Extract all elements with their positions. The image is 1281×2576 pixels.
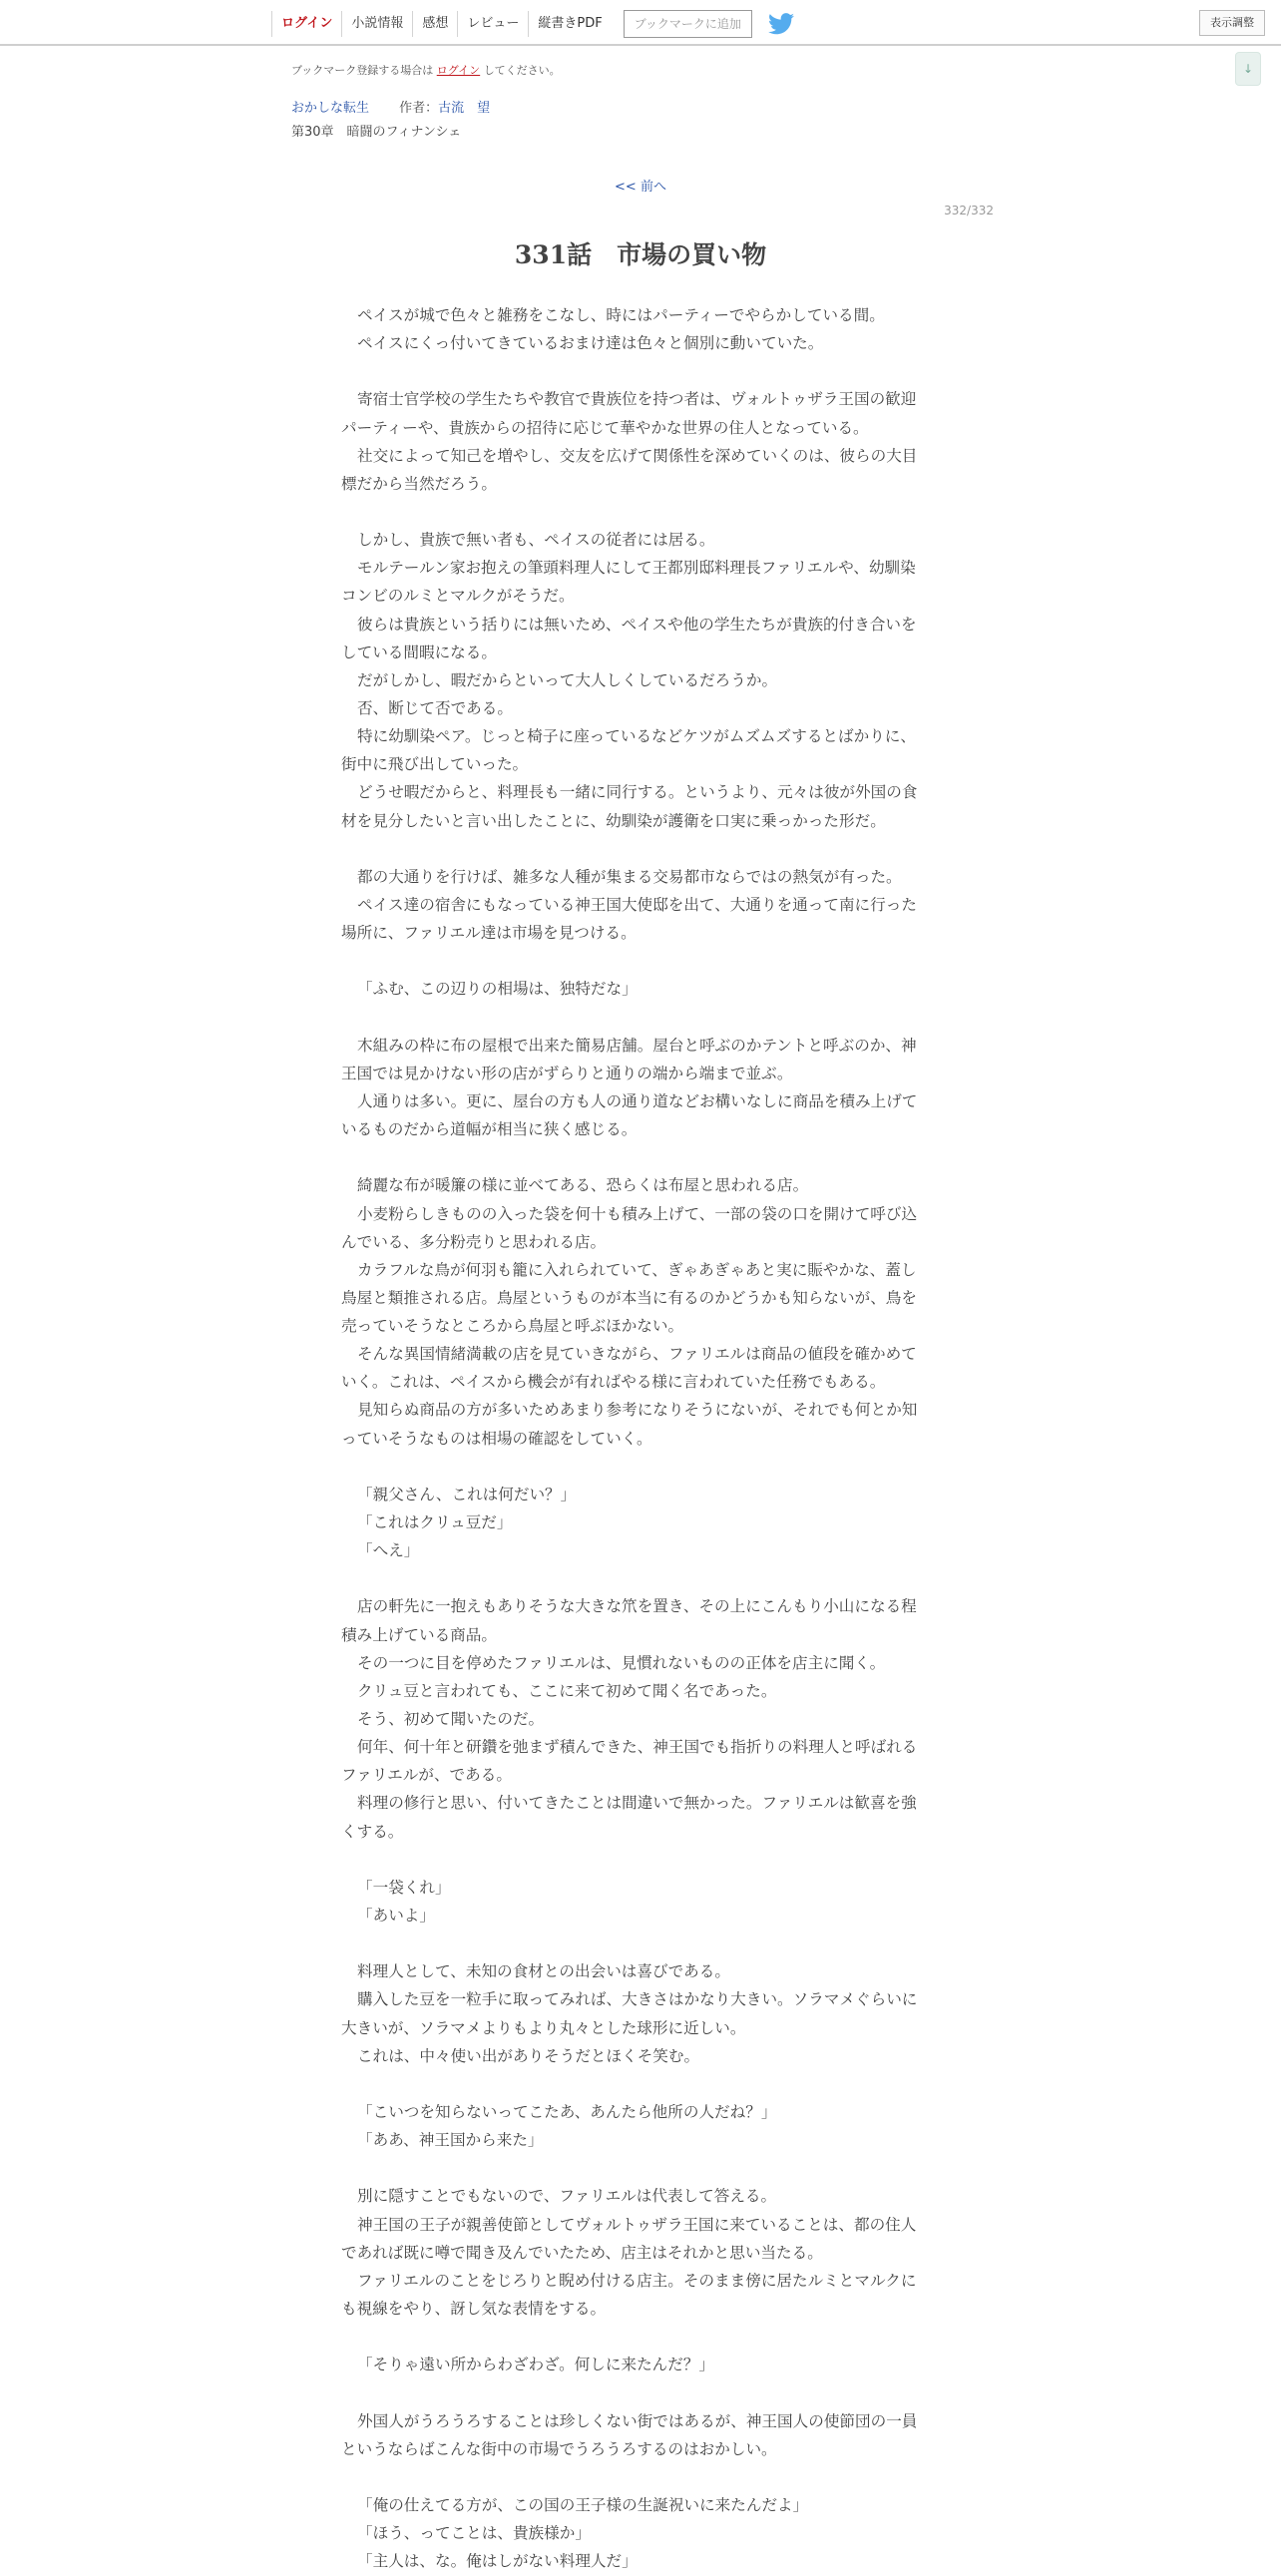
body-line: 購入した豆を一粒手に取ってみれば、大きさはかなり大きい。ソラマメぐらいに: [357, 1991, 918, 2009]
body-blank-line: [341, 836, 940, 864]
body-blank-line: [341, 948, 940, 976]
body-line: くする。: [341, 1823, 404, 1841]
prev-link-text[interactable]: << 前へ: [615, 180, 666, 195]
body-line: 材を見分したいと言い出したことに、幼馴染が護衛を口実に乗っかった形だ。: [341, 812, 886, 830]
body-line: そう、初めて聞いたのだ。: [357, 1711, 545, 1729]
body-line: 大きいが、ソラマメよりもより丸々とした球形に近しい。: [341, 2019, 746, 2037]
body-blank-line: [341, 1565, 940, 1593]
body-line: 神王国の王子が親善使節としてヴォルトゥザラ王国に来ていることは、都の住人: [357, 2216, 917, 2234]
nav-impressions[interactable]: 感想: [412, 11, 457, 37]
body-line: 「一袋くれ」: [357, 1879, 451, 1897]
body-line: 「これはクリュ豆だ」: [357, 1514, 513, 1532]
body-line: 売っていそうなところから鳥屋と呼ぶほかない。: [341, 1318, 684, 1336]
display-settings-button[interactable]: 表示調整: [1199, 10, 1265, 36]
body-line: 彼らは貴族という括りには無いため、ペイスや他の学生たちが貴族的付き合いを: [357, 616, 917, 634]
body-line: いく。これは、ペイスから機会が有ればやる様に言われていた任務でもある。: [341, 1374, 886, 1392]
body-blank-line: [341, 1454, 940, 1482]
body-line: 都の大通りを行けば、雑多な人種が集まる交易都市ならではの熱気が有った。: [357, 868, 902, 886]
body-line: 小麦粉らしきものの入った袋を何十も積み上げて、一部の袋の口を開けて呼び込: [357, 1205, 918, 1223]
body-line: 外国人がうろうろすることは珍しくない街ではあるが、神王国人の使節団の一員: [357, 2412, 918, 2430]
body-line: 「こいつを知らないってこたあ、あんたら他所の人だね？」: [357, 2104, 777, 2121]
body-line: 標だから当然だろう。: [341, 475, 497, 493]
body-line: 「親父さん、これは何だい？」: [357, 1486, 577, 1503]
scroll-down-button[interactable]: ↓: [1235, 52, 1261, 86]
body-line: ファリエルのことをじろりと睨め付ける店主。そのまま傍に居たルミとマルクに: [357, 2272, 917, 2290]
body-line: 店の軒先に一抱えもありそうな大きな笊を置き、その上にこんもり小山になる程: [357, 1598, 917, 1616]
body-line: コンビのルミとマルクがそうだ。: [341, 588, 575, 606]
body-line: 「ふむ、この辺りの相場は、独特だな」: [357, 981, 638, 999]
body-line: カラフルな鳥が何羽も籠に入れられていて、ぎゃあぎゃあと実に賑やかな、蓋し: [357, 1261, 917, 1279]
body-line: 見知らぬ商品の方が多いためあまり参考になりそうにないが、それでも何とか知: [357, 1402, 918, 1420]
body-line: 別に隠すことでもないので、ファリエルは代表して答える。: [357, 2188, 777, 2206]
body-line: 「ああ、神王国から来た」: [357, 2132, 544, 2150]
body-line: クリュ豆と言われても、ここに来て初めて聞く名であった。: [357, 1682, 777, 1700]
body-line: だがしかし、暇だからといって大人しくしているだろうか。: [357, 671, 778, 689]
body-line: モルテールン家お抱えの筆頭料理人にして王都別邸料理長ファリエルや、幼馴染: [357, 560, 916, 578]
body-blank-line: [341, 499, 940, 527]
body-blank-line: [341, 1144, 940, 1172]
body-line: これは、中々使い出がありそうだとほくそ笑む。: [357, 2047, 700, 2065]
body-blank-line: [341, 2324, 940, 2352]
body-line: 料理の修行と思い、付いてきたことは間違いで無かった。ファリエルは歓喜を強: [357, 1795, 917, 1813]
body-line: どうせ暇だからと、料理長も一緒に同行する。というより、元々は彼が外国の食: [357, 784, 918, 802]
body-blank-line: [341, 2464, 940, 2492]
body-line: 街中に飛び出していった。: [341, 756, 529, 774]
body-line: というならばこんな街中の市場でうろうろするのはおかしい。: [341, 2440, 777, 2458]
notice-login-link[interactable]: ログイン: [436, 64, 481, 77]
chapter-title: 第30章 暗闘のフィナンシェ: [291, 125, 462, 140]
body-line: しかし、貴族で無い者も、ペイスの従者には居る。: [357, 532, 715, 550]
body-line: も視線をやり、訝し気な表情をする。: [341, 2300, 607, 2318]
body-line: であれば既に噂で聞き及んでいたため、店主はそれかと思い当たる。: [341, 2244, 823, 2262]
body-blank-line: [341, 1005, 940, 1033]
body-line: ファリエルが、である。: [341, 1767, 512, 1785]
body-line: ペイスにくっ付いてきているおまけ達は色々と個別に動いていた。: [357, 335, 824, 353]
top-bar: [0, 0, 1281, 46]
body-line: 綺麗な布が暖簾の様に並べてある、恐らくは布屋と思われる店。: [357, 1177, 809, 1195]
body-line: 「主人は、な。俺はしがない料理人だ」: [357, 2553, 638, 2571]
body-line: 積み上げている商品。: [341, 1626, 497, 1644]
body-line: いるものだから道幅が相当に狭く感じる。: [341, 1121, 638, 1139]
body-blank-line: [341, 1931, 940, 1958]
body-line: その一つに目を停めたファリエルは、見慣れないものの正体を店主に聞く。: [357, 1654, 886, 1672]
episode-title: 331話 市場の買い物: [514, 240, 767, 269]
page-counter: 332/332: [944, 204, 994, 217]
notice-prefix: ブックマーク登録する場合は: [291, 64, 434, 77]
notice-suffix: してください。: [483, 64, 561, 77]
body-line: 場所に、ファリエル達は市場を見つける。: [341, 925, 637, 943]
nav-novel-info[interactable]: 小説情報: [341, 11, 412, 37]
author-label: 作者：: [399, 101, 439, 116]
body-line: 鳥屋と類推される店。鳥屋というものが本当に有るのかどうかも知らないが、鳥を: [341, 1289, 917, 1307]
body-line: 王国では見かけない形の店がずらりと通りの端から端まで並ぶ。: [341, 1065, 793, 1082]
body-line: ペイス達の宿舎にもなっている神王国大使邸を出て、大通りを通って南に行った: [357, 896, 917, 914]
body-blank-line: [341, 358, 940, 386]
global-nav: [271, 10, 794, 38]
body-blank-line: [341, 2071, 940, 2099]
body-line: 「あいよ」: [357, 1908, 435, 1926]
body-blank-line: [341, 2155, 940, 2183]
prev-episode-link: [0, 176, 1281, 195]
body-line: 「そりゃ遠い所からわざわざ。何しに来たんだ？」: [357, 2357, 715, 2374]
nav-login[interactable]: ログイン: [271, 11, 341, 37]
body-line: ペイスが城で色々と雑務をこなし、時にはパーティーでやらかしている間。: [357, 307, 885, 324]
body-line: パーティーや、貴族からの招待に応じて華やかな世界の住人となっている。: [341, 419, 869, 437]
author-link[interactable]: 古流 望: [438, 101, 491, 116]
body-line: っていそうなものは相場の確認をしていく。: [341, 1430, 652, 1448]
body-line: 否、断じて否である。: [357, 699, 513, 717]
body-blank-line: [341, 2379, 940, 2407]
novel-body: [341, 302, 940, 2576]
body-line: 料理人として、未知の食材との出会いは喜びである。: [357, 1963, 730, 1981]
body-line: 何年、何十年と研鑽を弛まず積んできた、神王国でも指折りの料理人と呼ばれる: [357, 1739, 918, 1757]
twitter-icon[interactable]: [768, 13, 794, 35]
body-line: 「俺の仕えてる方が、この国の王子様の生誕祝いに来たんだよ」: [357, 2496, 809, 2514]
novel-meta: [291, 97, 490, 116]
body-line: そんな異国情緒満載の店を見ていきながら、ファリエルは商品の値段を確かめて: [357, 1346, 917, 1364]
add-bookmark-button[interactable]: ブックマークに追加: [624, 10, 752, 38]
body-blank-line: [341, 1847, 940, 1875]
body-line: 寄宿士官学校の学生たちや教官で貴族位を持つ者は、ヴォルトゥザラ王国の歓迎: [357, 391, 917, 409]
body-line: んでいる、多分粉売りと思われる店。: [341, 1233, 607, 1251]
body-line: 人通りは多い。更に、屋台の方も人の通り道などお構いなしに商品を積み上げて: [357, 1092, 918, 1110]
nav-review[interactable]: レビュー: [457, 11, 528, 37]
bookmark-notice: [291, 62, 561, 78]
body-line: 「ほう、ってことは、貴族様か」: [357, 2525, 591, 2543]
body-line: 特に幼馴染ペア。じっと椅子に座っているなどケツがムズムズするとばかりに、: [357, 728, 916, 746]
body-line: 木組みの枠に布の屋根で出来た簡易店舗。屋台と呼ぶのかテントと呼ぶのか、神: [357, 1037, 917, 1055]
novel-title-link[interactable]: おかしな転生: [291, 101, 370, 116]
body-line: 「へえ」: [357, 1542, 420, 1560]
body-line: している間暇になる。: [341, 644, 497, 661]
nav-vertical-pdf[interactable]: 縦書きPDF: [528, 11, 611, 37]
body-line: 社交によって知己を増やし、交友を広げて関係性を深めていくのは、彼らの大目: [357, 447, 918, 465]
